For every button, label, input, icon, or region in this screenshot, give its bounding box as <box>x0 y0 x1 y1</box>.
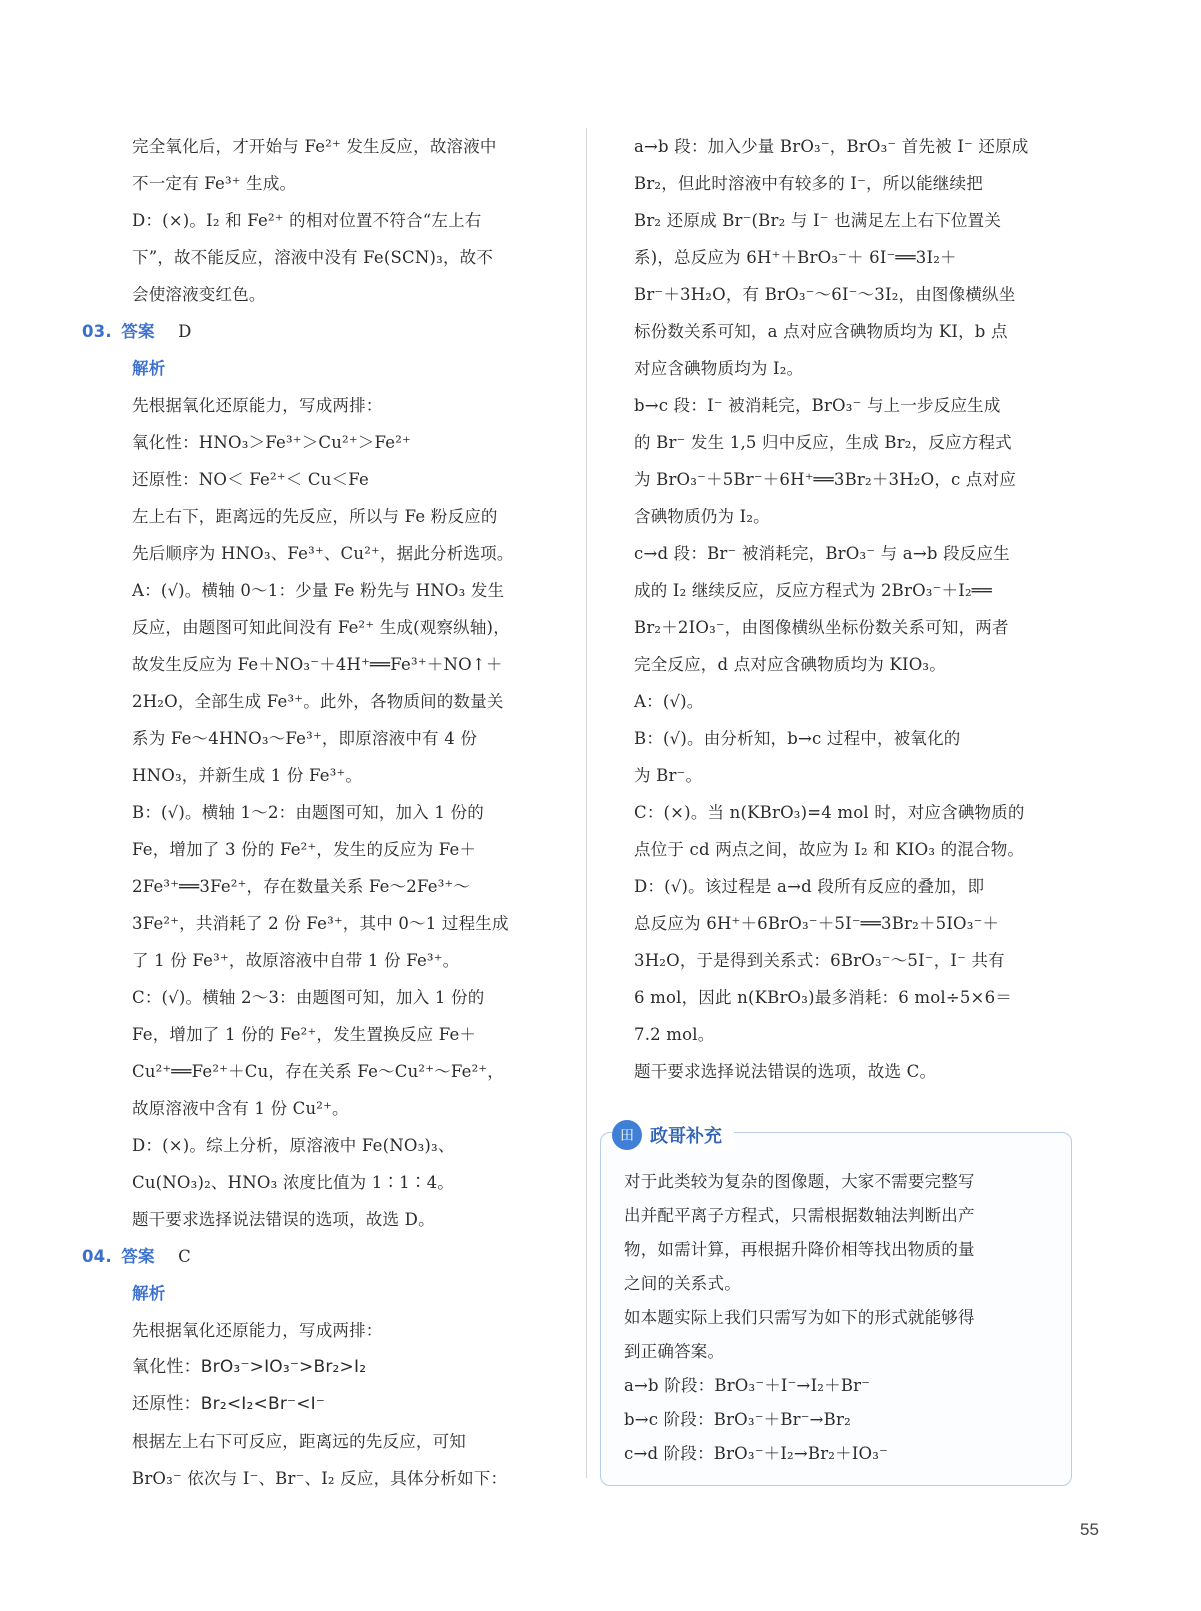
text-line: D：(√)。该过程是 a→d 段所有反应的叠加，即 <box>634 877 985 896</box>
text-line: 完全氧化后，才开始与 Fe²⁺ 发生反应，故溶液中 <box>132 137 497 156</box>
text-line: c→d 阶段：BrO₃⁻＋I₂→Br₂＋IO₃⁻ <box>624 1444 888 1463</box>
text-line: 对于此类较为复杂的图像题，大家不需要完整写 <box>624 1172 975 1191</box>
left-top-block <box>132 128 562 313</box>
text-line: C：(√)。横轴 2～3：由题图可知，加入 1 份的 <box>132 988 485 1007</box>
text-line: 3H₂O，于是得到关系式：6BrO₃⁻～5I⁻，I⁻ 共有 <box>634 951 1005 970</box>
q04-answer-label: 答案 <box>121 1247 155 1266</box>
text-line: 出并配平离子方程式，只需根据数轴法判断出产 <box>624 1206 975 1225</box>
text-line: 反应，由题图可知此间没有 Fe²⁺ 生成(观察纵轴)， <box>132 618 510 637</box>
text-line: b→c 段：I⁻ 被消耗完，BrO₃⁻ 与上一步反应生成 <box>634 396 1001 415</box>
text-line: 题干要求选择说法错误的选项，故选 C。 <box>634 1062 937 1081</box>
text-line: Fe，增加了 1 份的 Fe²⁺，发生置换反应 Fe＋ <box>132 1025 477 1044</box>
text-line: 会使溶液变红色。 <box>132 285 266 304</box>
q04-number: 04. <box>82 1247 112 1266</box>
text-line: B：(√)。横轴 1～2：由题图可知，加入 1 份的 <box>132 803 484 822</box>
q03-answer-value: D <box>178 322 192 341</box>
text-line: 氧化性：HNO₃＞Fe³⁺＞Cu²⁺＞Fe²⁺ <box>132 433 411 452</box>
text-line: 故原溶液中含有 1 份 Cu²⁺。 <box>132 1099 349 1118</box>
text-line: BrO₃⁻ 依次与 I⁻、Br⁻、I₂ 反应，具体分析如下： <box>132 1469 508 1488</box>
column-divider <box>586 128 587 1478</box>
text-line: 系为 Fe～4HNO₃～Fe³⁺，即原溶液中有 4 份 <box>132 729 478 748</box>
text-line: 物，如需计算，再根据升降价相等找出物质的量 <box>624 1240 975 1259</box>
text-line: 先根据氧化还原能力，写成两排： <box>132 396 383 415</box>
text-line: 含碘物质仍为 I₂。 <box>634 507 770 526</box>
text-line: 2Fe³⁺══3Fe²⁺，存在数量关系 Fe～2Fe³⁺～ <box>132 877 471 896</box>
question-03 <box>82 313 562 1238</box>
text-line: 总反应为 6H⁺＋6BrO₃⁻＋5I⁻══3Br₂＋5IO₃⁻＋ <box>634 914 1000 933</box>
q03-number: 03. <box>82 322 112 341</box>
supplement-header <box>612 1118 734 1152</box>
text-line: 左上右下，距离远的先反应，所以与 Fe 粉反应的 <box>132 507 498 526</box>
text-line: 对应含碘物质均为 I₂。 <box>634 359 804 378</box>
text-line: 下”，故不能反应，溶液中没有 Fe(SCN)₃，故不 <box>132 248 494 267</box>
text-line: 了 1 份 Fe³⁺，故原溶液中自带 1 份 Fe³⁺。 <box>132 951 460 970</box>
text-line: 到正确答案。 <box>624 1342 725 1361</box>
text-line: a→b 阶段：BrO₃⁻＋I⁻→I₂＋Br⁻ <box>624 1376 871 1395</box>
text-line: HNO₃，并新生成 1 份 Fe³⁺。 <box>132 766 363 785</box>
text-line: b→c 阶段：BrO₃⁻＋Br⁻→Br₂ <box>624 1410 851 1429</box>
text-line: 的 Br⁻ 发生 1,5 归中反应，生成 Br₂，反应方程式 <box>634 433 1012 452</box>
page-number: 55 <box>1080 1520 1099 1539</box>
text-line: A：(√)。 <box>634 692 704 711</box>
oxidation-order: 氧化性：BrO₃⁻>IO₃⁻>Br₂>I₂ <box>132 1357 367 1377</box>
text-line: D：(×)。I₂ 和 Fe²⁺ 的相对位置不符合“左上右 <box>132 211 482 230</box>
text-line: 根据左上右下可反应，距离远的先反应，可知 <box>132 1432 466 1451</box>
text-line: 不一定有 Fe³⁺ 生成。 <box>132 174 297 193</box>
text-line: 系)，总反应为 6H⁺＋BrO₃⁻＋ 6I⁻══3I₂＋ <box>634 248 957 267</box>
supplement-title: 政哥补充 <box>650 1126 722 1147</box>
q04-answer-row <box>82 1238 562 1275</box>
text-line: Br₂＋2IO₃⁻，由图像横纵坐标份数关系可知，两者 <box>634 618 1009 637</box>
text-line: 2H₂O，全部生成 Fe³⁺。此外，各物质间的数量关 <box>132 692 504 711</box>
text-line: 为 Br⁻。 <box>634 766 703 785</box>
text-line: 先后顺序为 HNO₃、Fe³⁺、Cu²⁺，据此分析选项。 <box>132 544 514 563</box>
text-line: D：(×)。综上分析，原溶液中 Fe(NO₃)₃、 <box>132 1136 455 1155</box>
text-line: Cu(NO₃)₂、HNO₃ 浓度比值为 1∶1∶4。 <box>132 1173 454 1192</box>
text-line: 6 mol，因此 n(KBrO₃)最多消耗：6 mol÷5×6＝ <box>634 988 1012 1007</box>
right-column <box>634 128 1068 1090</box>
text-line: 为 BrO₃⁻＋5Br⁻＋6H⁺══3Br₂＋3H₂O，c 点对应 <box>634 470 1017 489</box>
text-line: Br₂，但此时溶液中有较多的 I⁻，所以能继续把 <box>634 174 983 193</box>
text-line: 标份数关系可知，a 点对应含碘物质均为 KI，b 点 <box>634 322 1008 341</box>
text-line: B：(√)。由分析知，b→c 过程中，被氧化的 <box>634 729 961 748</box>
reduction-order: 还原性：Br₂<I₂<Br⁻<I⁻ <box>132 1394 326 1414</box>
text-line: 3Fe²⁺，共消耗了 2 份 Fe³⁺，其中 0～1 过程生成 <box>132 914 509 933</box>
text-line: 先根据氧化还原能力，写成两排： <box>132 1321 383 1340</box>
text-line: Br⁻＋3H₂O，有 BrO₃⁻～6I⁻～3I₂，由图像横纵坐 <box>634 285 1016 304</box>
text-line: 成的 I₂ 继续反应，反应方程式为 2BrO₃⁻＋I₂══ <box>634 581 993 600</box>
q03-answer-row <box>82 313 562 350</box>
text-line: A：(√)。横轴 0～1：少量 Fe 粉先与 HNO₃ 发生 <box>132 581 505 600</box>
text-line: c→d 段：Br⁻ 被消耗完，BrO₃⁻ 与 a→b 段反应生 <box>634 544 1010 563</box>
notebook-icon: 田 <box>612 1120 642 1150</box>
text-line: 7.2 mol。 <box>634 1025 715 1044</box>
text-line: 之间的关系式。 <box>624 1274 741 1293</box>
text-line: Fe，增加了 3 份的 Fe²⁺，发生的反应为 Fe＋ <box>132 840 477 859</box>
q03-analysis-label: 解析 <box>132 359 166 378</box>
text-line: 点位于 cd 两点之间，故应为 I₂ 和 KIO₃ 的混合物。 <box>634 840 1025 859</box>
text-line: 完全反应，d 点对应含碘物质均为 KIO₃。 <box>634 655 946 674</box>
q04-answer-value: C <box>178 1247 191 1266</box>
text-line: 还原性：NO＜ Fe²⁺＜ Cu＜Fe <box>132 470 369 489</box>
left-column <box>82 128 562 1497</box>
question-04 <box>82 1238 562 1497</box>
text-line: Br₂ 还原成 Br⁻(Br₂ 与 I⁻ 也满足左上右下位置关 <box>634 211 1002 230</box>
supplement-body <box>624 1165 1054 1471</box>
text-line: 故发生反应为 Fe＋NO₃⁻＋4H⁺══Fe³⁺＋NO↑＋ <box>132 655 503 674</box>
text-line: 如本题实际上我们只需写为如下的形式就能够得 <box>624 1308 975 1327</box>
q04-analysis-label: 解析 <box>132 1284 166 1303</box>
text-line: Cu²⁺══Fe²⁺＋Cu，存在关系 Fe～Cu²⁺～Fe²⁺， <box>132 1062 504 1081</box>
q03-answer-label: 答案 <box>121 322 155 341</box>
text-line: 题干要求选择说法错误的选项，故选 D。 <box>132 1210 435 1229</box>
text-line: a→b 段：加入少量 BrO₃⁻，BrO₃⁻ 首先被 I⁻ 还原成 <box>634 137 1029 156</box>
text-line: C：(×)。当 n(KBrO₃)=4 mol 时，对应含碘物质的 <box>634 803 1025 822</box>
